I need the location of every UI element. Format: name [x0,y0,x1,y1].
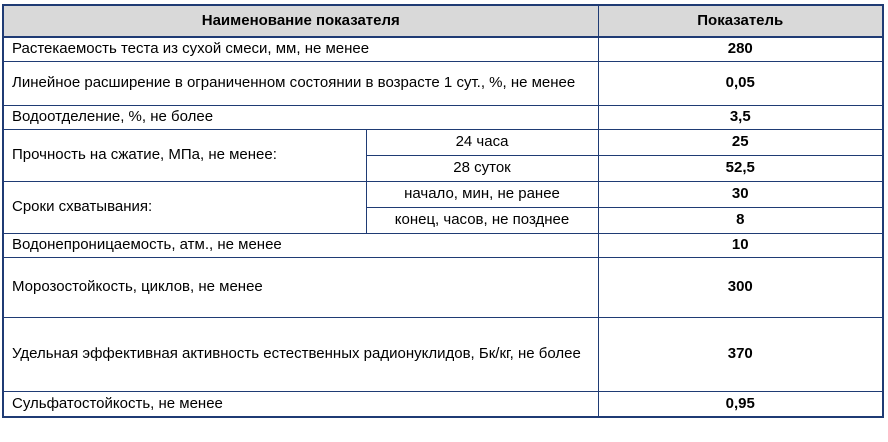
row-value: 52,5 [598,155,883,181]
row-value: 25 [598,129,883,155]
table-row [3,257,883,317]
row-name: Морозостойкость, циклов, не менее [3,257,598,317]
sub-label: 28 суток [366,155,598,181]
row-value: 300 [598,257,883,317]
row-value: 0,05 [598,61,883,105]
sub-label: начало, мин, не ранее [366,181,598,207]
row-value: 280 [598,37,883,61]
row-value: 0,95 [598,391,883,417]
specifications-table [2,4,884,418]
table-row [3,61,883,105]
header-value-cell: Показатель [598,5,883,37]
sub-label: конец, часов, не позднее [366,207,598,233]
row-value: 8 [598,207,883,233]
table-row [3,37,883,61]
table-row [3,105,883,129]
row-value: 30 [598,181,883,207]
table-row [3,317,883,391]
row-name: Сроки схватывания: [3,181,366,233]
row-value: 370 [598,317,883,391]
row-name: Прочность на сжатие, МПа, не менее: [3,129,366,181]
table-row [3,391,883,417]
row-name: Удельная эффективная активность естественных радионуклидов, Бк/кг, не более [3,317,598,391]
row-name: Растекаемость теста из сухой смеси, мм, не менее [3,37,598,61]
table-row [3,129,883,155]
table-row [3,181,883,207]
row-value: 10 [598,233,883,257]
sub-label: 24 часа [366,129,598,155]
table-row [3,233,883,257]
table-header-row [3,5,883,37]
row-name: Линейное расширение в ограниченном состоянии в возрасте 1 сут., %, не менее [3,61,598,105]
row-name: Водоотделение, %, не более [3,105,598,129]
header-name-cell: Наименование показателя [3,5,598,37]
row-name: Сульфатостойкость, не менее [3,391,598,417]
row-value: 3,5 [598,105,883,129]
row-name: Водонепроницаемость, атм., не менее [3,233,598,257]
